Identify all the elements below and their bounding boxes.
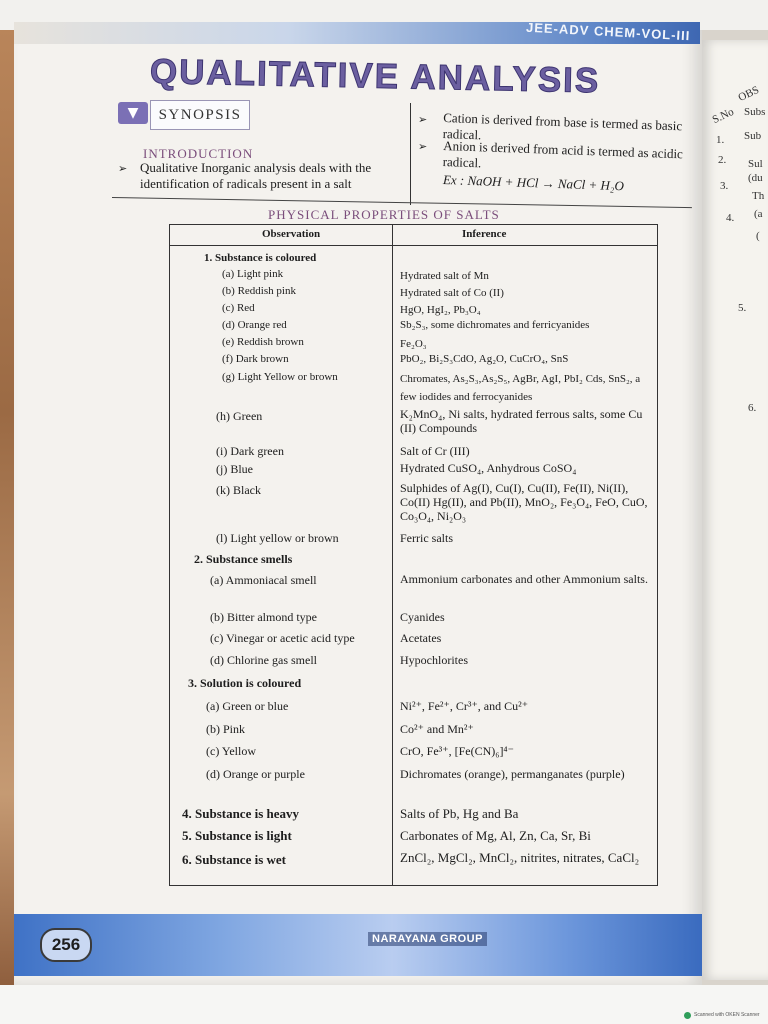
table-row-inference: Chromates, As₂S₃,As₂S₅, AgBr, AgI, PbI₂ Cds, SnS₂, a few iodides and ferrocyanides [400,373,641,403]
page-title: QUALITATIVE ANALYSIS [149,52,601,101]
table-row-inference: Hypochlorites [400,653,468,667]
table-row-inference: Co²⁺ and Mn²⁺ [400,722,474,736]
table-row-inference: Ferric salts [400,531,453,545]
header-strip-text: JEE-ADV CHEM-VOL-III [525,19,691,44]
table-row-observation: 5. Substance is light [182,828,292,843]
table-row-observation: (l) Light yellow or brown [216,531,339,545]
publisher-name: NARAYANA GROUP [368,932,487,946]
adjacent-fragment: ( [756,230,760,242]
table-row-observation: 3. Solution is coloured [188,676,302,690]
introduction-heading: INTRODUCTION [143,146,254,161]
table-row-inference: Carbonates of Mg, Al, Zn, Ca, Sr, Bi [400,828,591,843]
table-row-inference: PbO₂, Bi₂S₃CdO, Ag₂O, CuCrO₄, SnS [400,353,569,365]
column-divider [410,103,411,205]
table-title: PHYSICAL PROPERTIES OF SALTS [268,207,500,222]
adjacent-fragment: 2. [718,154,727,166]
adjacent-fragment: 4. [726,212,735,224]
table-row-inference: CrO, Fe³⁺, [Fe(CN)₆]⁴⁻ [400,744,514,758]
table-row-observation: (b) Pink [206,722,245,736]
table-row-observation: (e) Reddish brown [222,336,304,348]
table-row-observation: (c) Red [222,302,255,314]
table-row-inference: Salts of Pb, Hg and Ba [400,806,519,821]
adjacent-fragment: 5. [738,302,747,314]
table-row-observation: (a) Light pink [222,268,284,280]
header-inference: Inference [462,228,507,240]
table-row-observation: (b) Reddish pink [222,285,296,297]
header-observation: Observation [262,228,321,240]
arrow-bullet-icon: ➢ [418,140,428,153]
table-row-inference: K₂MnO₄, Ni salts, hydrated ferrous salts, some Cu (II) Compounds [400,407,643,435]
adjacent-fragment: Sub [744,130,762,142]
table-row-inference: Sb₂S₃, some dichromates and ferricyanides [400,319,590,331]
down-arrow-icon: ▼ [118,102,148,124]
table-row-observation: 4. Substance is heavy [182,806,300,821]
table-row-inference: Ammonium carbonates and other Ammonium salts. [400,572,648,586]
adjacent-fragment: 3. [720,180,729,192]
table-row-observation: 6. Substance is wet [182,852,287,867]
adjacent-fragment: Th [752,190,765,202]
table-row-observation: 2. Substance smells [194,552,293,566]
arrow-bullet-icon: ➢ [418,113,428,126]
adjacent-fragment: (du [748,172,763,184]
table-row-inference: Dichromates (orange), permanganates (purple) [400,767,625,781]
table-row-observation: (a) Ammoniacal smell [210,573,317,587]
table-row-observation: (d) Orange or purple [206,767,305,781]
table-row-observation: (h) Green [216,409,263,423]
table-row-inference: Ni²⁺, Fe²⁺, Cr³⁺, and Cu²⁺ [400,699,529,713]
table-row-inference: ZnCl₂, MgCl₂, MnCl₂, nitrites, nitrates, CaCl₂ [400,850,640,865]
header-strip [14,19,700,44]
table-surface-left [0,30,14,985]
table-row-inference: Fe₂O₃ [400,338,427,350]
footer-band [14,914,702,976]
reaction-example: Ex : NaOH + HCl → NaCl + H₂O [442,172,625,194]
table-row-inference: Cyanides [400,610,445,624]
arrow-bullet-icon: ➢ [118,162,128,175]
adjacent-page [700,40,768,980]
adjacent-fragment: Sul [748,158,763,170]
table-row-observation: (k) Black [216,483,261,497]
table-row-observation: (i) Dark green [216,444,284,458]
table-row-observation: (d) Orange red [222,319,287,331]
introduction-text: Qualitative Inorganic analysis deals with the identification of radicals present in a salt [140,160,372,191]
table-row-inference: HgO, HgI₂, Pb₃O₄ [400,304,481,316]
table-row-observation: (c) Vinegar or acetic acid type [210,631,355,645]
table-row-observation: (d) Chlorine gas smell [210,653,317,667]
scanner-watermark: Scanned with OKEN Scanner [694,1012,760,1018]
table-row-observation: (g) Light Yellow or brown [222,371,338,383]
table-row-observation: (f) Dark brown [222,353,289,365]
table-row-inference: Acetates [400,631,442,645]
table-row-inference: Sulphides of Ag(I), Cu(I), Cu(II), Fe(II), Ni(II), Co(II) Hg(II), and Pb(II), MnO₂, Fe₃O₄, FeO, CuO, Co₃O₄, Ni₂O₃ [400,481,648,523]
table-row-observation: (c) Yellow [206,744,256,758]
table-row-observation: (j) Blue [216,462,253,476]
adjacent-fragment: 6. [748,402,757,414]
adjacent-fragment: OBS [736,84,761,104]
table-header-row [170,225,657,246]
synopsis-label: SYNOPSIS [150,100,250,130]
anion-definition: Anion is derived from acid is termed as acidic radical. [442,138,684,171]
physical-properties-table [169,224,658,886]
adjacent-fragment: (a [754,208,763,220]
table-row-inference: Hydrated CuSO₄, Anhydrous CoSO₄ [400,461,577,475]
adjacent-fragment: 1. [716,134,725,146]
table-row-inference: Salt of Cr (III) [400,444,470,458]
adjacent-fragment: S.No [710,105,736,127]
scanner-logo-icon [684,1012,691,1019]
cation-definition: Cation is derived from base is termed as basic radical. [442,110,683,143]
adjacent-fragment: Subs [744,106,766,118]
table-row-inference: Hydrated salt of Mn [400,270,489,282]
page-number: 256 [40,928,92,962]
table-row-observation: (b) Bitter almond type [210,610,317,624]
table-column-divider [392,225,393,885]
background-bottom [0,985,768,1024]
table-row-observation: 1. Substance is coloured [204,252,317,264]
table-row-inference: Hydrated salt of Co (II) [400,287,504,299]
table-row-observation: (a) Green or blue [206,699,289,713]
